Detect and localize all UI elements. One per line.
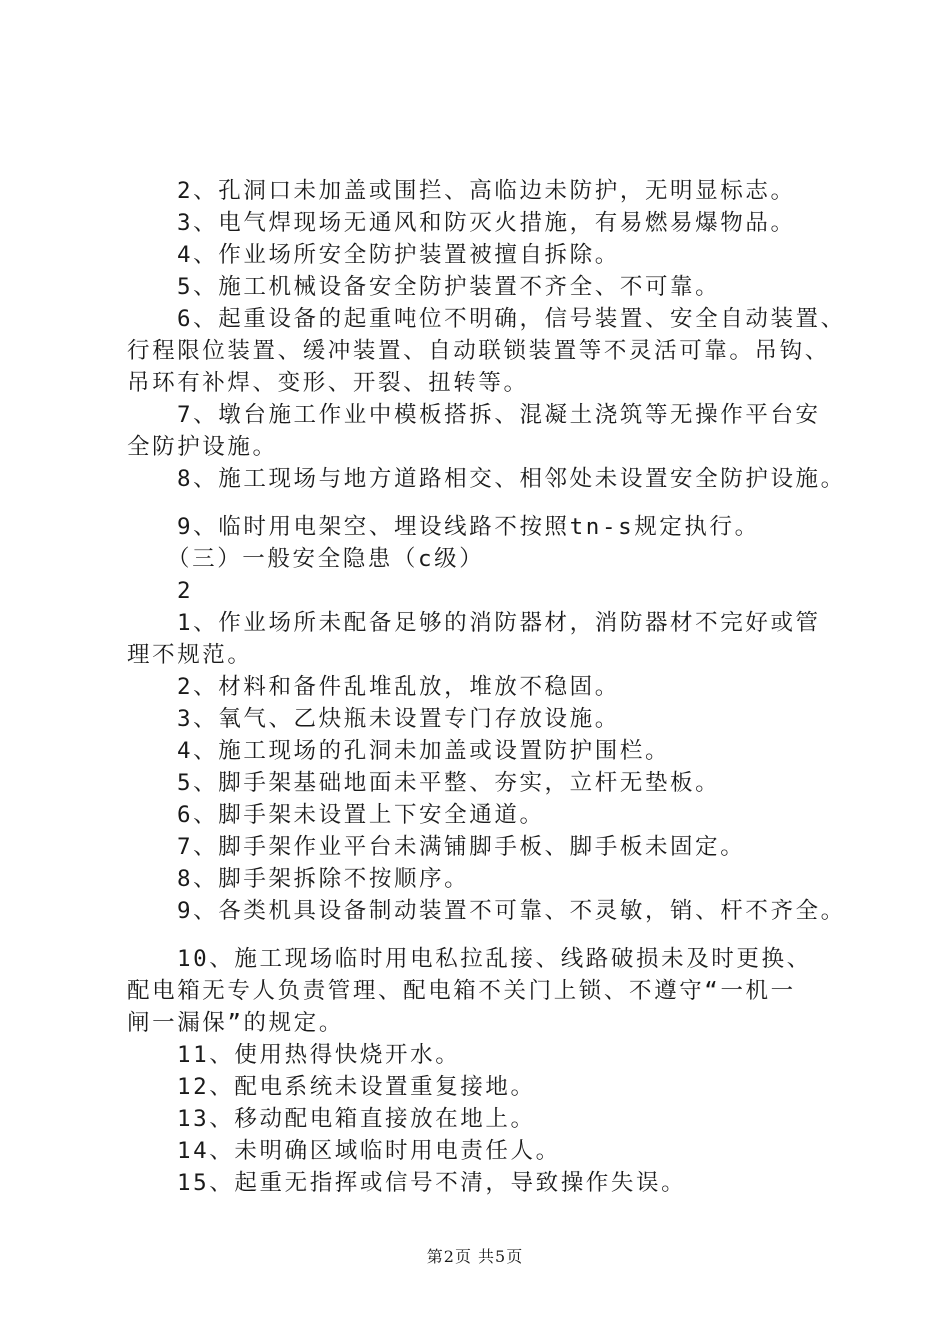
text-line: 13、移动配电箱直接放在地上。: [177, 1106, 536, 1132]
text-line: 4、施工现场的孔洞未加盖或设置防护围栏。: [177, 738, 671, 764]
page-footer: 第2页 共5页: [426, 1247, 524, 1266]
text-line: 14、未明确区域临时用电责任人。: [177, 1138, 561, 1164]
text-line: 7、墩台施工作业中模板搭拆、混凝土浇筑等无操作平台安: [177, 402, 821, 428]
text-line: 3、氧气、乙炔瓶未设置专门存放设施。: [177, 706, 620, 732]
text-line: 9、各类机具设备制动装置不可靠、不灵敏，销、杆不齐全。: [177, 898, 846, 924]
text-line: 6、脚手架未设置上下安全通道。: [177, 802, 545, 828]
text-line: 9、临时用电架空、埋设线路不按照tn-s规定执行。: [177, 514, 760, 540]
text-line: 8、脚手架拆除不按顺序。: [177, 866, 470, 892]
text-line: 全防护设施。: [127, 434, 278, 460]
text-line: 6、起重设备的起重吨位不明确，信号装置、安全自动装置、: [177, 306, 846, 332]
text-line: 2、孔洞口未加盖或围拦、高临边未防护，无明显标志。: [177, 178, 796, 204]
text-line: 5、施工机械设备安全防护装置不齐全、不可靠。: [177, 274, 721, 300]
text-line: 2: [177, 578, 194, 604]
text-line: 8、施工现场与地方道路相交、相邻处未设置安全防护设施。: [177, 466, 846, 492]
text-line: 12、配电系统未设置重复接地。: [177, 1074, 536, 1100]
text-line: 5、脚手架基础地面未平整、夯实，立杆无垫板。: [177, 770, 721, 796]
text-line: 闸一漏保”的规定。: [127, 1010, 344, 1036]
text-line: 吊环有补焊、变形、开裂、扭转等。: [127, 370, 529, 396]
text-line: 11、使用热得快烧开水。: [177, 1042, 461, 1068]
text-line: 2、材料和备件乱堆乱放，堆放不稳固。: [177, 674, 620, 700]
section-heading: （三）一般安全隐患（c级）: [167, 546, 485, 572]
text-line: 行程限位装置、缓冲装置、自动联锁装置等不灵活可靠。吊钩、: [127, 338, 830, 364]
text-line: 10、施工现场临时用电私拉乱接、线路破损未及时更换、: [177, 946, 812, 972]
text-line: 15、起重无指挥或信号不清，导致操作失误。: [177, 1170, 687, 1196]
text-line: 理不规范。: [127, 642, 253, 668]
text-line: 4、作业场所安全防护装置被擅自拆除。: [177, 242, 620, 268]
text-line: 3、电气焊现场无通风和防灭火措施，有易燃易爆物品。: [177, 210, 796, 236]
text-line: 1、作业场所未配备足够的消防器材，消防器材不完好或管: [177, 610, 821, 636]
text-line: 配电箱无专人负责管理、配电箱不关门上锁、不遵守“一机一: [127, 978, 796, 1004]
text-line: 7、脚手架作业平台未满铺脚手板、脚手板未固定。: [177, 834, 746, 860]
